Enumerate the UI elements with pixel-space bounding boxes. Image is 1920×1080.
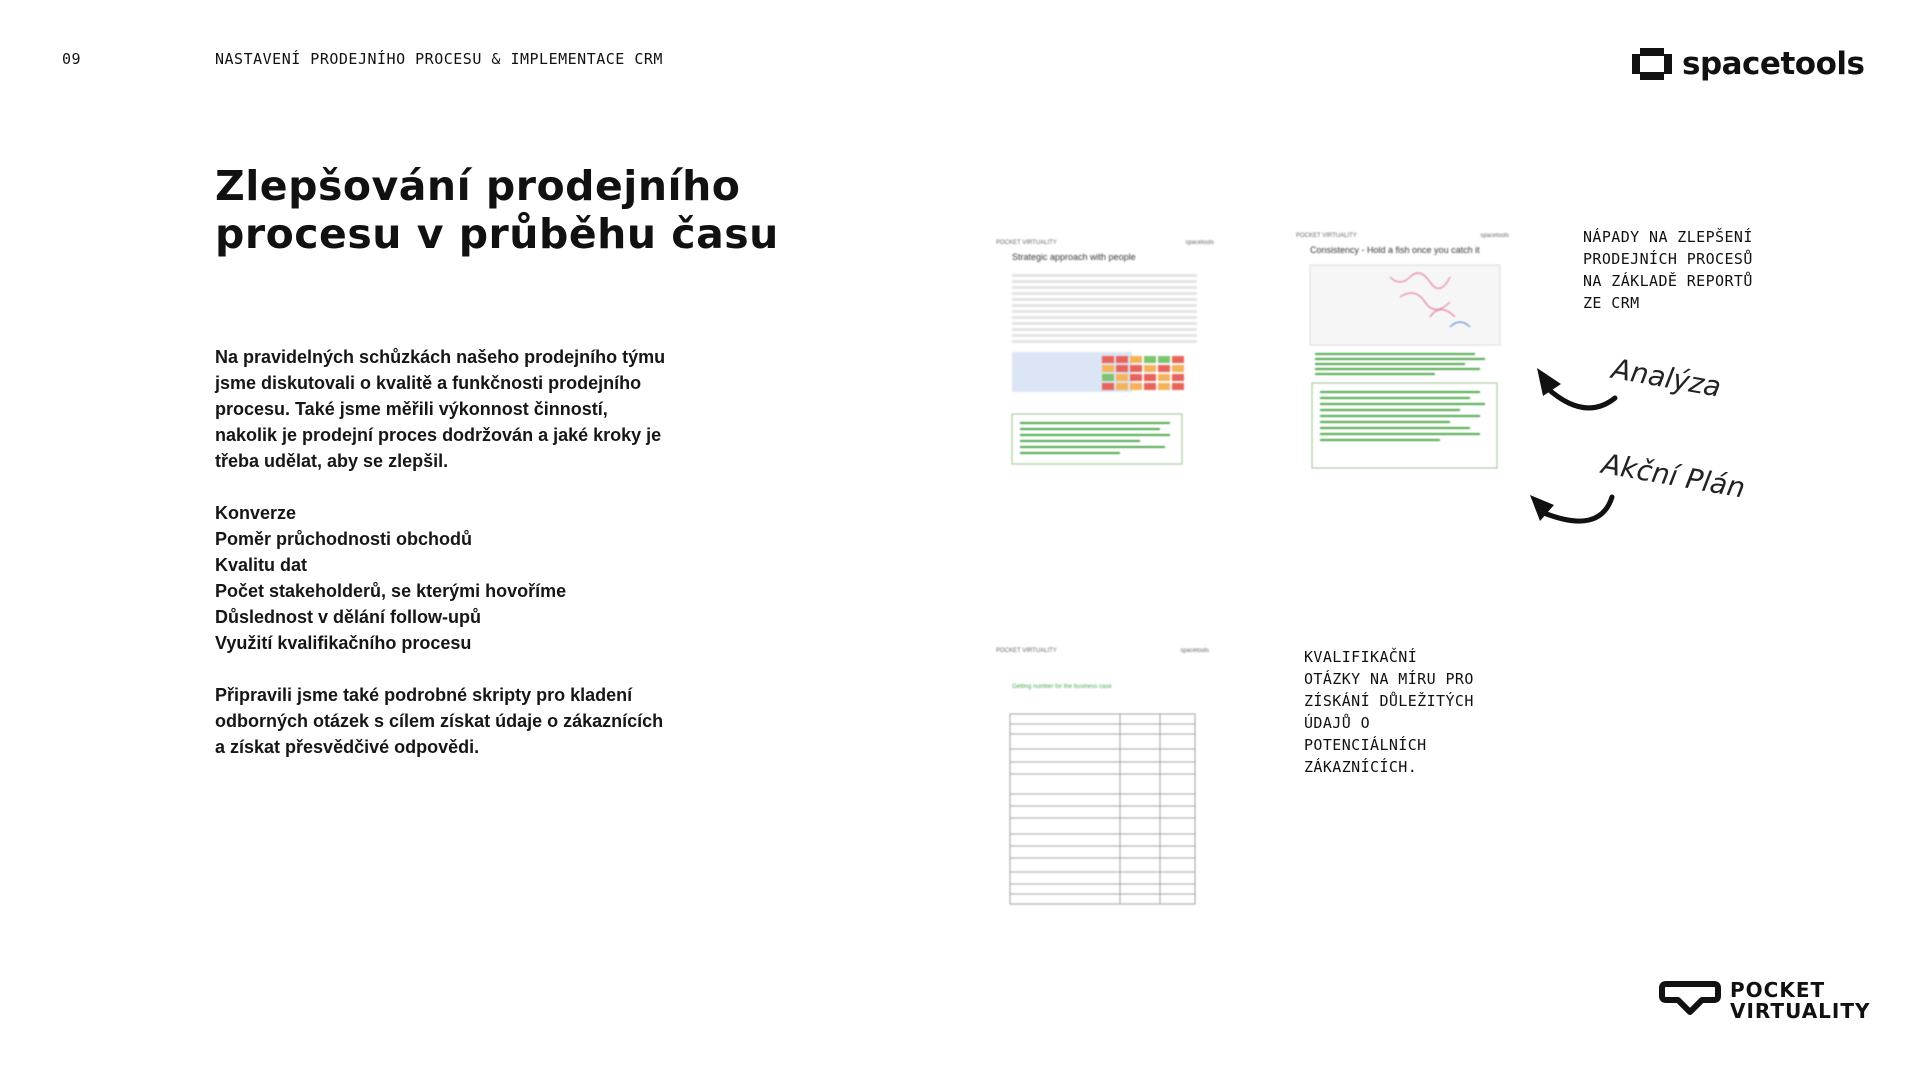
- note-line: ZÁKAZNÍCÍCH.: [1304, 758, 1418, 776]
- thumb-title: Strategic approach with people: [1012, 252, 1136, 262]
- list-item: Konverze: [215, 503, 297, 523]
- note-line: ZÍSKÁNÍ DŮLEŽITÝCH: [1304, 692, 1474, 710]
- list-item: Důslednost v dělání follow-upů: [215, 607, 482, 627]
- spacetools-wordmark: spacetools: [1682, 46, 1865, 82]
- thumb-logo-left: POCKET VIRTUALITY: [996, 648, 1057, 654]
- page-number: 09: [62, 50, 82, 68]
- pocket-virtuality-mark-icon: [1658, 978, 1722, 1024]
- paragraph-line: procesu. Také jsme měřili výkonnost činností,: [215, 399, 608, 419]
- note-line: NÁPADY NA ZLEPŠENÍ: [1583, 228, 1753, 246]
- thumb-screenshot-graphic: [1290, 257, 1515, 487]
- spacetools-mark-icon: [1632, 48, 1672, 80]
- section-title: NASTAVENÍ PRODEJNÍHO PROCESU & IMPLEMENTACE CRM: [215, 50, 663, 68]
- curved-arrow-icon: [1520, 485, 1620, 545]
- note-crm-improvements: [1583, 226, 1753, 314]
- pocket-virtuality-logo: [1658, 978, 1870, 1024]
- note-line: ZE CRM: [1583, 294, 1640, 312]
- paragraph-line: Připravili jsme také podrobné skripty pro kladení: [215, 685, 633, 705]
- spacetools-logo: [1632, 46, 1864, 82]
- note-line: PRODEJNÍCH PROCESŮ: [1583, 250, 1753, 268]
- thumb-question-table: [990, 694, 1215, 924]
- paragraph-line: nakolik je prodejní proces dodržován a jaké kroky je: [215, 425, 662, 445]
- title-line-1: Zlepšování prodejního: [215, 162, 741, 210]
- note-line: POTENCIÁLNÍCH: [1304, 736, 1427, 754]
- list-item: Počet stakeholderů, se kterými hovoříme: [215, 581, 567, 601]
- logo-word-virtuality: VIRTUALITY: [1730, 999, 1871, 1023]
- report-thumbnail-questions: [990, 640, 1215, 935]
- list-item: Využití kvalifikačního procesu: [215, 633, 472, 653]
- thumb-title: Consistency - Hold a fish once you catch it: [1310, 245, 1480, 255]
- paragraph-line: jsme diskutovali o kvalitě a funkčnosti prodejního: [215, 373, 642, 393]
- paragraph-line: třeba udělat, aby se zlepšil.: [215, 451, 449, 471]
- note-qualifying-questions: [1304, 646, 1474, 778]
- handwritten-analyza: Analýza: [1609, 352, 1724, 404]
- note-line: OTÁZKY NA MÍRU PRO: [1304, 670, 1474, 688]
- curved-arrow-icon: [1525, 360, 1625, 420]
- paragraph-line: odborných otázek s cílem získat údaje o zákaznících: [215, 711, 664, 731]
- note-line: KVALIFIKAČNÍ: [1304, 648, 1418, 666]
- body-copy: [215, 344, 685, 760]
- thumb-section: Getting number for the business case: [1012, 684, 1112, 690]
- title-line-2: procesu v průběhu času: [215, 210, 779, 258]
- thumb-logo-right: spacetools: [1180, 648, 1209, 654]
- list-item: Poměr průchodnosti obchodů: [215, 529, 472, 549]
- handwritten-akcni-plan: Akční Plán: [1599, 447, 1748, 505]
- note-line: NA ZÁKLADĚ REPORTŮ: [1583, 272, 1753, 290]
- paragraph-line: a získat přesvědčivé odpovědi.: [215, 737, 480, 757]
- thumb-table-graphic: [990, 264, 1220, 504]
- note-line: ÚDAJŮ O: [1304, 714, 1371, 732]
- paragraph-line: Na pravidelných schůzkách našeho prodejního týmu: [215, 347, 666, 367]
- report-thumbnail-consistency: [1290, 225, 1515, 505]
- logo-word-pocket: POCKET: [1730, 978, 1826, 1002]
- thumb-logo-left: POCKET VIRTUALITY: [996, 240, 1057, 246]
- thumb-logo-right: spacetools: [1480, 233, 1509, 239]
- thumb-logo-right: spacetools: [1185, 240, 1214, 246]
- report-thumbnail-strategic: [990, 232, 1220, 532]
- list-item: Kvalitu dat: [215, 555, 308, 575]
- thumb-logo-left: POCKET VIRTUALITY: [1296, 233, 1357, 239]
- page-title: [215, 162, 895, 258]
